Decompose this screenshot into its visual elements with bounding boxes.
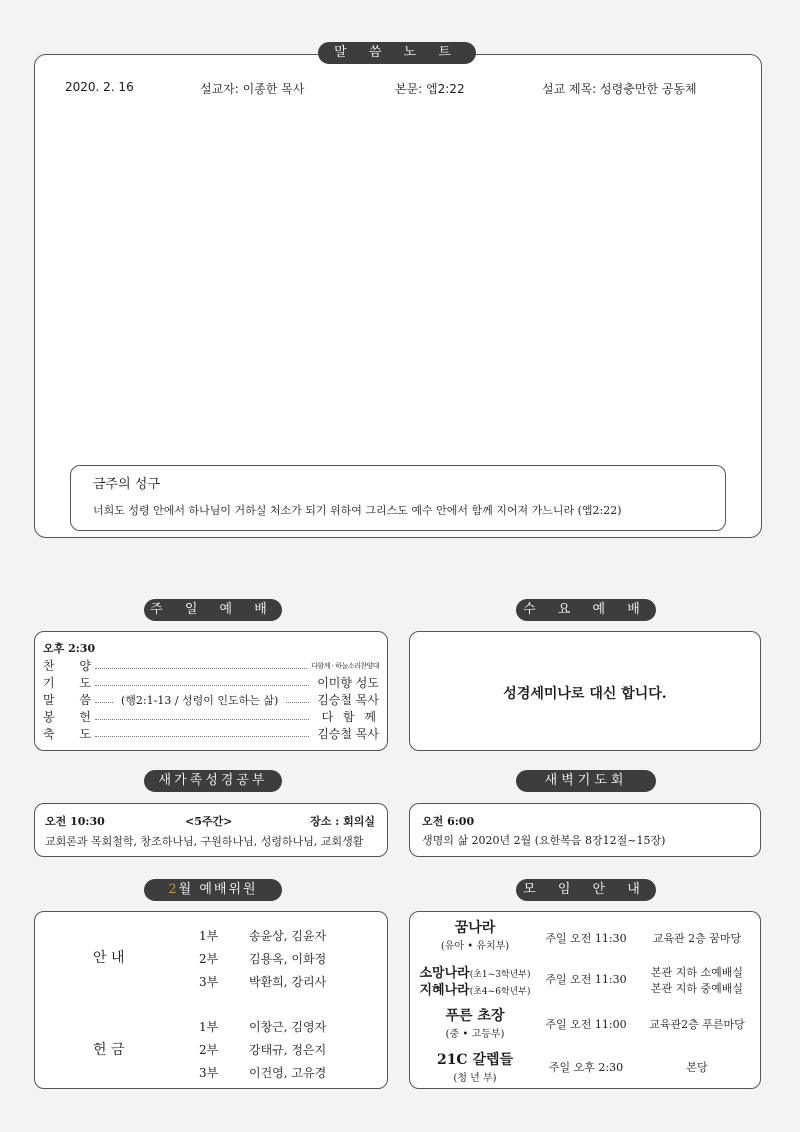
weekly-verse-heading: 금주의 성구 [93,477,160,492]
committee-row: 3부 박환희, 강리사 [199,975,327,989]
sermon-notes-title: 말 씀 노 트 [318,42,476,64]
wednesday-worship-text: 성경세미나로 대신 합니다. [503,686,667,702]
dawn-prayer-text: 생명의 삶 2020년 2월 (요한복음 8장12절~15장) [422,834,666,847]
committee-title-text: 월 예배위원 [178,882,258,897]
wednesday-worship-box [409,631,761,751]
sermon-date: 2020. 2. 16 [65,80,134,94]
order-row-hymn: 찬 양 다함께 · 하늘소리찬양대 [43,659,379,673]
dawn-prayer-box [409,803,761,857]
sunday-worship-time: 오후 2:30 [43,642,96,655]
family-study-time: 오전 10:30 [45,815,105,828]
family-study-box [34,803,388,857]
committee-title [144,879,282,901]
order-row-sermon: 말 씀 (행2:1-13 / 성령이 인도하는 삶) 김승철 목사 [43,693,379,707]
meetings-box: 꿈나라 (유아 • 유치부) 주일 오전 11:30 교육관 2층 꿈마당 소망나라(초1~3학년부) 지혜나라(초4~6학년부) 주일 오전 11:30 본관 지하 소예배실 본관 지하 중예배실 푸른 초장 (중 • 고등부) 주일 오전 11:00 교육관2층 푸른마당 21C 갈렙들 (청 년 부) 주일 오후 2:30 본당 [409,911,761,1089]
family-study-topics: 교회론과 목회철학, 창조하나님, 구원하나님, 성령하나님, 교회생활 [45,835,364,848]
order-row-benediction: 축 도 김승철 목사 [43,727,379,741]
family-study-title: 새가족성경공부 [144,770,282,792]
sermon-title: 설교 제목: 성령충만한 공동체 [542,82,697,96]
committee-row: 3부 이건영, 고유경 [199,1066,327,1080]
committee-row: 2부 김용옥, 이화정 [199,952,327,966]
committee-title-month: 2 [168,882,179,897]
sunday-worship-box [34,631,388,751]
family-study-weeks: <5주간> [185,815,233,828]
dawn-prayer-title: 새벽기도회 [516,770,656,792]
weekly-verse-text: 너희도 성령 안에서 하나님이 거하실 처소가 되기 위하여 그리스도 예수 안에서 함께 지어져 가느니라 (엡2:22) [93,504,622,517]
sermon-scripture: 본문: 엡2:22 [395,82,465,96]
committee-row: 1부 송윤상, 김윤자 [199,929,327,943]
order-row-prayer: 기 도 이미향 성도 [43,676,379,690]
committee-group-offering: 헌 금 [93,1042,125,1058]
family-study-place: 장소 : 회의실 [310,815,375,828]
order-row-offering: 봉 헌 다 함 께 [43,710,379,724]
committee-box [34,911,388,1089]
committee-row: 1부 이창근, 김영자 [199,1020,327,1034]
sunday-worship-title: 주 일 예 배 [144,599,282,621]
sermon-preacher: 설교자: 이종한 목사 [200,82,305,96]
wednesday-worship-title: 수 요 예 배 [516,599,656,621]
committee-group-usher: 안 내 [93,950,125,966]
committee-row: 2부 강태규, 정은지 [199,1043,327,1057]
meetings-title: 모 임 안 내 [516,879,656,901]
weekly-verse-box [70,465,726,531]
dawn-prayer-time: 오전 6:00 [422,815,475,828]
